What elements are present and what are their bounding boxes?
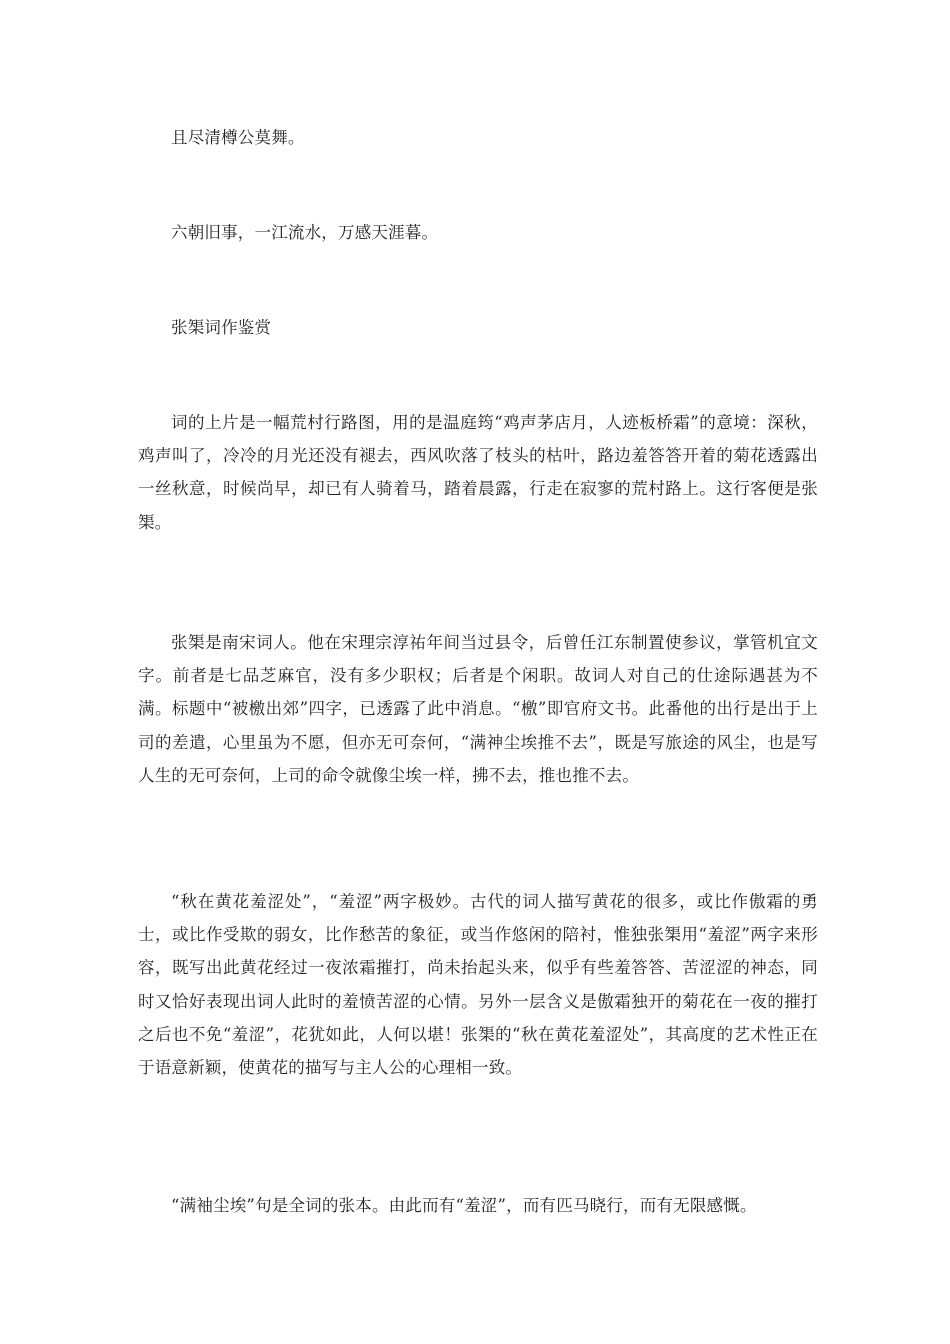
poem-line-2: 六朝旧事，一江流水，万感天涯暮。 xyxy=(171,223,439,242)
paragraph-4: “满袖尘埃”句是全词的张本。由此而有“羞涩”，而有匹马晓行，而有无限感慨。 xyxy=(171,1196,757,1215)
poem-line-1: 且尽清樽公莫舞。 xyxy=(171,128,305,147)
paragraph-3: “秋在黄花羞涩处”，“羞涩”两字极妙。古代的词人描写黄花的很多，或比作傲霜的勇士，或比作受欺的弱女，比作愁苦的象征，或当作悠闲的陪衬，惟独张榘用“羞涩”两字来形容，既写出此黄花经过一夜浓霜摧打，尚未抬起头来，似乎有些羞答答、苦涩涩的神态，同时又恰好表现出词人此时的羞愤苦涩的心情。另外一层含义是傲霜独开的菊花在一夜的摧打之后也不免“羞涩”，花犹如此，人何以堪！张榘的“秋在黄花羞涩处”，其高度的艺术性正在于语意新颖，使黄花的描写与主人公的心理相一致。 xyxy=(138,892,818,1078)
paragraph-2: 张榘是南宋词人。他在宋理宗淳祐年间当过县令，后曾任江东制置使参议，掌管机宜文字。前者是七品芝麻官，没有多少职权；后者是个闲职。故词人对自己的仕途际遇甚为不满。标题中“被檄出郊”四字，已透露了此中消息。“檄”即官府文书。此番他的出行是出于上司的差遣，心里虽为不愿，但亦无可奈何，“满神尘埃推不去”，既是写旅途的风尘，也是写人生的无可奈何，上司的命令就像尘埃一样，拂不去，推也推不去。 xyxy=(138,633,818,785)
section-heading: 张榘词作鉴赏 xyxy=(171,318,272,337)
paragraph-1: 词的上片是一幅荒村行路图，用的是温庭筠“鸡声茅店月，人迹板桥霜”的意境：深秋，鸡声叫了，冷冷的月光还没有褪去，西风吹落了枝头的枯叶，路边羞答答开着的菊花透露出一丝秋意，时候尚早，却已有人骑着马，踏着晨露，行走在寂寥的荒村路上。这行客便是张榘。 xyxy=(138,413,818,532)
